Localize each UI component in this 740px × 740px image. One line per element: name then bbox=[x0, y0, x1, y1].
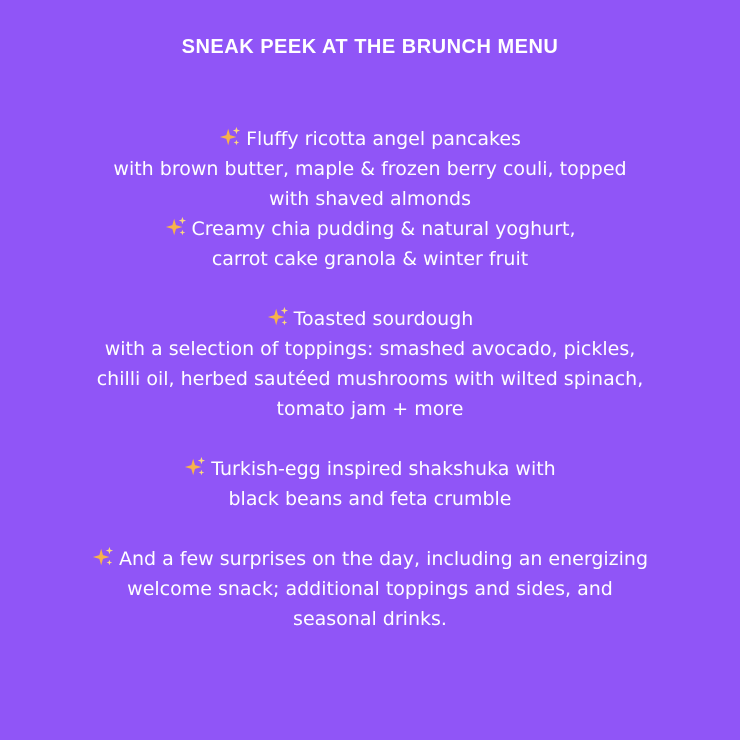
sparkles-icon bbox=[184, 456, 206, 478]
menu-item-line: tomato jam + more bbox=[276, 398, 464, 420]
page-title: SNEAK PEEK AT THE BRUNCH MENU bbox=[181, 36, 559, 58]
menu-item-line: with shaved almonds bbox=[268, 188, 472, 210]
menu-item bbox=[20, 124, 720, 214]
menu-item-text: Fluffy ricotta angel pancakes bbox=[246, 128, 521, 150]
menu-item-line: with brown butter, maple & frozen berry couli, topped bbox=[113, 158, 627, 180]
menu-item-text: Turkish-egg inspired shakshuka with bbox=[211, 458, 556, 480]
sparkles-icon bbox=[165, 216, 187, 238]
menu-item-line: black beans and feta crumble bbox=[228, 488, 512, 510]
menu-item-line: welcome snack; additional toppings and sides, and bbox=[127, 578, 613, 600]
sparkles-icon bbox=[92, 546, 114, 568]
menu-item bbox=[20, 304, 720, 424]
menu-item bbox=[20, 454, 720, 514]
spacer bbox=[20, 424, 720, 454]
menu-item-line bbox=[20, 124, 720, 154]
menu-item-line: carrot cake granola & winter fruit bbox=[211, 248, 529, 270]
menu-item-line bbox=[20, 304, 720, 334]
menu-item-line: with a selection of toppings: smashed avocado, pickles, bbox=[104, 338, 636, 360]
spacer bbox=[20, 514, 720, 544]
menu-item-line: chilli oil, herbed sautéed mushrooms with wilted spinach, bbox=[96, 368, 644, 390]
menu-list bbox=[20, 124, 720, 634]
menu-item-line bbox=[20, 544, 720, 574]
menu-item bbox=[20, 214, 720, 274]
menu-item-text: Creamy chia pudding & natural yoghurt, bbox=[191, 218, 576, 240]
menu-item-line: seasonal drinks. bbox=[293, 608, 447, 630]
menu-item-text: Toasted sourdough bbox=[293, 308, 474, 330]
menu-item-text: And a few surprises on the day, including an energizing bbox=[118, 548, 649, 570]
sparkles-icon bbox=[219, 126, 241, 148]
menu-item-line bbox=[20, 454, 720, 484]
spacer bbox=[20, 274, 720, 304]
menu-item bbox=[20, 544, 720, 634]
sparkles-icon bbox=[267, 306, 289, 328]
menu-item-line bbox=[20, 214, 720, 244]
